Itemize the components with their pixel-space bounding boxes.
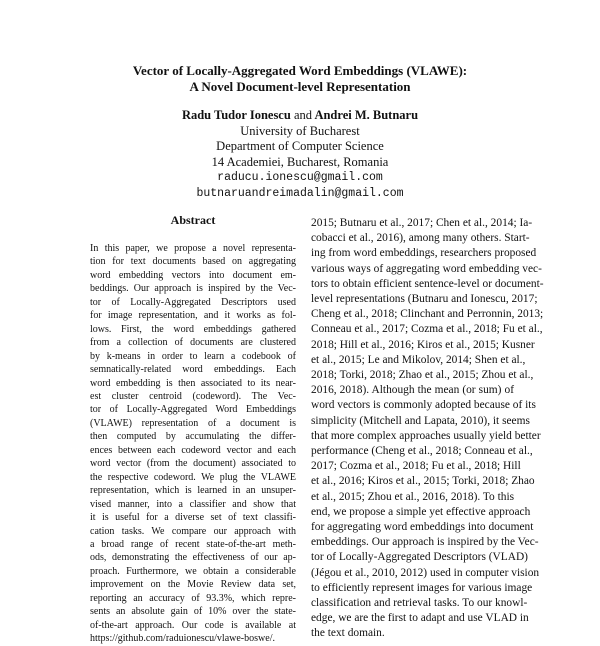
- author-names: [0, 108, 600, 124]
- author-block: [0, 108, 600, 201]
- text-line: 2018; Torki, 2018; Zhao et al., 2015; Zhou et al.,: [311, 369, 534, 382]
- author-separator: and: [293, 108, 312, 122]
- text-line: improvement on the Movie Review data set,: [90, 579, 296, 591]
- text-line: representation, which is learned in an unsuper-: [90, 485, 296, 497]
- text-line: the text domain.: [311, 627, 385, 640]
- author-2: Andrei M. Butnaru: [314, 108, 419, 122]
- title-line-1: Vector of Locally-Aggregated Word Embeddings (VLAWE):: [132, 63, 468, 78]
- text-line: edge, we are the first to adapt and use VLAD in: [311, 612, 529, 625]
- text-line: word vector (from the document) associated to: [90, 458, 296, 470]
- text-line: https://github.com/raduionescu/vlawe-boswe/.: [90, 633, 275, 645]
- text-line: word embedding is then associated to its near-: [90, 377, 296, 389]
- text-line: word embedding vectors into document em-: [90, 269, 296, 281]
- text-line: Cheng et al., 2018; Clinchant and Perronnin, 2013;: [311, 308, 544, 321]
- affiliation-university: University of Bucharest: [240, 123, 360, 138]
- text-line: est cluster centroid (codeword). The Vec-: [90, 390, 296, 402]
- text-line: et al., 2015; Zhou et al., 2016, 2018). To this: [311, 490, 515, 503]
- text-line: tor of Locally-Aggregated Descriptors (VLAD): [311, 551, 528, 564]
- text-line: for aggregating word embeddings into document: [311, 521, 534, 534]
- text-line: et al., 2016; Kiros et al., 2015; Torki, 2018; Zhao: [311, 475, 535, 488]
- text-line: tor of Locally-Aggregated Word Embeddings: [90, 404, 296, 416]
- text-line: ing from word embeddings, researchers proposed: [311, 247, 537, 260]
- text-line: lows. First, the word embeddings gathered: [90, 323, 296, 335]
- text-line: vised manner, into a classifier and show that: [90, 498, 296, 510]
- text-line: from a collection of documents are clustered: [90, 337, 296, 349]
- text-line: then computed by accumulating the differ-: [90, 431, 296, 443]
- text-line: et al., 2015; Le and Mikolov, 2014; Shen et al.,: [311, 353, 526, 366]
- author-1: Radu Tudor Ionescu: [181, 108, 291, 122]
- text-line: reporting an accuracy of 93.3%, which repre-: [90, 592, 296, 604]
- text-line: beddings. Our approach is inspired by the Vec-: [90, 283, 296, 295]
- text-line: to efficiently represent images for various image: [311, 581, 533, 594]
- paper-title: [0, 63, 600, 95]
- text-line: end, we propose a simple yet effective approach: [311, 505, 531, 518]
- title-line-2: A Novel Document-level Representation: [189, 79, 411, 94]
- text-line: performance (Cheng et al., 2018; Conneau et al.,: [311, 445, 533, 458]
- text-line: ods, demonstrating the effectiveness of our ap-: [90, 552, 296, 564]
- text-line: classification and retrieval tasks. To our knowl-: [311, 597, 528, 610]
- text-line: a broad range of recent state-of-the-art meth-: [90, 538, 296, 550]
- text-line: 2016, 2018). Although the mean (or sum) of: [311, 384, 514, 397]
- text-line: Conneau et al., 2017; Cozma et al., 2018; Fu et al.,: [311, 323, 543, 336]
- text-line: (Jégou et al., 2010, 2012) used in computer vision: [311, 566, 540, 579]
- text-line: word vectors is commonly adopted because of its: [311, 399, 536, 412]
- text-line: by k-means in order to learn a codebook of: [90, 350, 296, 362]
- abstract-heading: Abstract: [170, 213, 216, 227]
- affiliation-department: Department of Computer Science: [216, 139, 384, 153]
- abstract-text: [90, 242, 296, 646]
- email-2: butnaruandreimadalin@gmail.com: [196, 186, 404, 200]
- text-line: of-the-art approach. Our code is available at: [90, 619, 296, 631]
- text-line: sents an absolute gain of 10% over the state-: [90, 606, 296, 618]
- text-line: In this paper, we propose a novel representa-: [90, 243, 296, 254]
- text-line: ences between each codeword vector and each: [90, 444, 296, 456]
- right-column: [311, 216, 544, 642]
- text-line: it is useful for a diverse set of text classifi-: [90, 512, 296, 524]
- text-line: for image representation, and it works as fol-: [90, 310, 296, 322]
- text-line: tor of Locally-Aggregated Descriptors used: [90, 296, 296, 308]
- text-line: the respective codeword. We plug the VLAWE: [90, 471, 296, 483]
- text-line: cobacci et al., 2016), among many others. Start-: [311, 232, 530, 245]
- text-line: semnatically-related word embeddings. Each: [90, 364, 296, 376]
- text-line: embeddings. Our approach is inspired by the Vec-: [311, 536, 539, 549]
- text-line: 2015; Butnaru et al., 2017; Chen et al., 2014; Ia-: [311, 217, 533, 229]
- left-column: [90, 212, 296, 646]
- text-line: tors to obtain efficient sentence-level or document-: [311, 277, 544, 290]
- affiliation-address: 14 Academiei, Bucharest, Romania: [211, 154, 389, 169]
- text-line: simplicity (Mitchell and Lapata, 2010), it seems: [311, 414, 530, 427]
- text-line: that more complex approaches usually yield better: [311, 429, 541, 442]
- text-line: various ways of aggregating word embedding vec-: [311, 262, 542, 275]
- text-line: proach. Furthermore, we obtain a considerable: [90, 565, 296, 577]
- text-line: (VLAWE) representation of a document is: [90, 417, 296, 429]
- text-line: 2017; Cozma et al., 2018; Fu et al., 2018; Hill: [311, 460, 521, 473]
- text-line: cation tasks. We compare our approach with: [90, 525, 296, 537]
- email-1: raducu.ionescu@gmail.com: [217, 171, 383, 184]
- body-text: [311, 216, 544, 642]
- text-line: 2018; Hill et al., 2016; Kiros et al., 2015; Kusner: [311, 338, 535, 351]
- text-line: tion for text documents based on aggregating: [90, 256, 296, 268]
- text-line: level representations (Butnaru and Ionescu, 2017;: [311, 293, 538, 306]
